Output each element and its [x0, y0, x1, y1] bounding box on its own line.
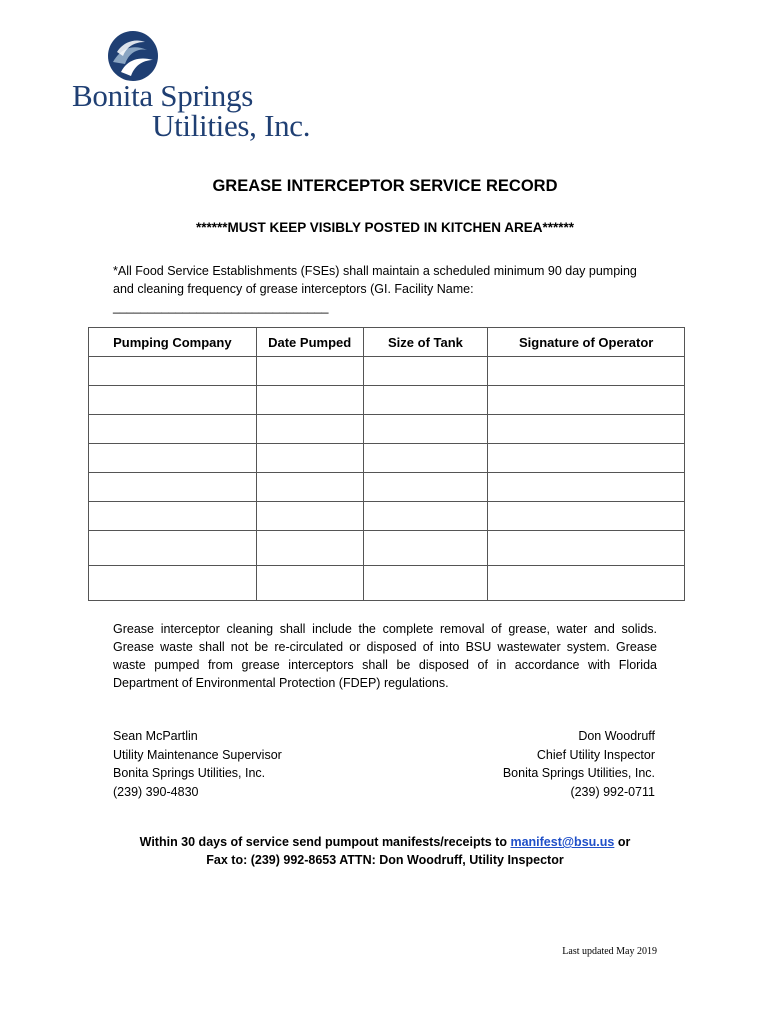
- cell-signature[interactable]: [488, 386, 685, 415]
- notice-suffix: or: [614, 835, 631, 849]
- cell-pumping-company[interactable]: [89, 357, 257, 386]
- contact-name: Sean McPartlin: [113, 729, 198, 743]
- contact-block-left: [113, 727, 282, 801]
- cell-size-of-tank[interactable]: [363, 444, 488, 473]
- cell-size-of-tank[interactable]: [363, 357, 488, 386]
- table-row: [89, 473, 685, 502]
- cleaning-policy-paragraph: Grease interceptor cleaning shall include the complete removal of grease, water and solids. Grease waste shall not be re-circulated or disposed of into BSU wastewater system. Grease waste pumped from grease interceptors shall be disposed of in accordance with Florida Department of Environmental Protection (FDEP) regulations.: [113, 622, 657, 690]
- notice-line-2: Fax to: (239) 992-8653 ATTN: Don Woodruff, Utility Inspector: [206, 853, 564, 867]
- document-title: GREASE INTERCEPTOR SERVICE RECORD: [212, 177, 558, 195]
- cell-pumping-company[interactable]: [89, 415, 257, 444]
- table-header-row: [89, 328, 685, 357]
- table-row: [89, 357, 685, 386]
- logo-text-line1: Bonita Springs: [72, 78, 253, 113]
- cell-pumping-company[interactable]: [89, 531, 257, 566]
- contact-name: Don Woodruff: [578, 729, 655, 743]
- table-row: [89, 386, 685, 415]
- header-size-of-tank: Size of Tank: [363, 328, 488, 357]
- intro-paragraph: *All Food Service Establishments (FSEs) shall maintain a scheduled minimum 90 day pumping and cleaning frequency of grease interceptors (GI. Facility Name: _______________________________: [113, 264, 637, 314]
- contact-org: Bonita Springs Utilities, Inc.: [113, 766, 266, 780]
- cell-date-pumped[interactable]: [256, 531, 363, 566]
- cell-size-of-tank[interactable]: [363, 386, 488, 415]
- cell-signature[interactable]: [488, 566, 685, 601]
- table-row: [89, 415, 685, 444]
- contact-phone: (239) 390-4830: [113, 784, 199, 799]
- cell-pumping-company[interactable]: [89, 566, 257, 601]
- manifest-email-link[interactable]: manifest@bsu.us: [510, 835, 615, 849]
- contact-phone: (239) 992-0711: [570, 784, 655, 799]
- cell-date-pumped[interactable]: [256, 357, 363, 386]
- cell-signature[interactable]: [488, 357, 685, 386]
- contact-org: Bonita Springs Utilities, Inc.: [502, 766, 655, 780]
- cell-size-of-tank[interactable]: [363, 473, 488, 502]
- header-date-pumped: Date Pumped: [256, 328, 363, 357]
- notice-line-1: [0, 833, 770, 851]
- cell-signature[interactable]: [488, 415, 685, 444]
- contact-block-right: [503, 727, 655, 801]
- cell-date-pumped[interactable]: [256, 386, 363, 415]
- logo-text-line2: Utilities, Inc.: [152, 108, 311, 143]
- cell-date-pumped[interactable]: [256, 502, 363, 531]
- cell-size-of-tank[interactable]: [363, 415, 488, 444]
- last-updated-note: Last updated May 2019: [562, 946, 657, 957]
- cell-signature[interactable]: [488, 502, 685, 531]
- cell-pumping-company[interactable]: [89, 386, 257, 415]
- notice-prefix: Within 30 days of service send pumpout manifests/receipts to: [139, 835, 511, 849]
- header-pumping-company: Pumping Company: [89, 328, 257, 357]
- cell-pumping-company[interactable]: [89, 473, 257, 502]
- service-record-table: [88, 327, 685, 601]
- cell-signature[interactable]: [488, 531, 685, 566]
- table-row: [89, 566, 685, 601]
- company-logo: [72, 30, 332, 150]
- cell-signature[interactable]: [488, 444, 685, 473]
- submission-notice: [0, 833, 770, 869]
- cell-date-pumped[interactable]: [256, 415, 363, 444]
- cell-pumping-company[interactable]: [89, 502, 257, 531]
- cell-signature[interactable]: [488, 473, 685, 502]
- cell-size-of-tank[interactable]: [363, 502, 488, 531]
- posting-notice: ******MUST KEEP VISIBLY POSTED IN KITCHEN AREA******: [195, 220, 575, 235]
- cell-date-pumped[interactable]: [256, 473, 363, 502]
- contact-role: Chief Utility Inspector: [536, 747, 655, 762]
- water-wave-emblem-icon: [107, 30, 159, 82]
- table-row: [89, 502, 685, 531]
- header-signature-of-operator: Signature of Operator: [488, 328, 685, 357]
- cell-date-pumped[interactable]: [256, 566, 363, 601]
- cell-size-of-tank[interactable]: [363, 531, 488, 566]
- cell-pumping-company[interactable]: [89, 444, 257, 473]
- cell-date-pumped[interactable]: [256, 444, 363, 473]
- table-row: [89, 531, 685, 566]
- contact-role: Utility Maintenance Supervisor: [113, 747, 282, 762]
- cell-size-of-tank[interactable]: [363, 566, 488, 601]
- table-row: [89, 444, 685, 473]
